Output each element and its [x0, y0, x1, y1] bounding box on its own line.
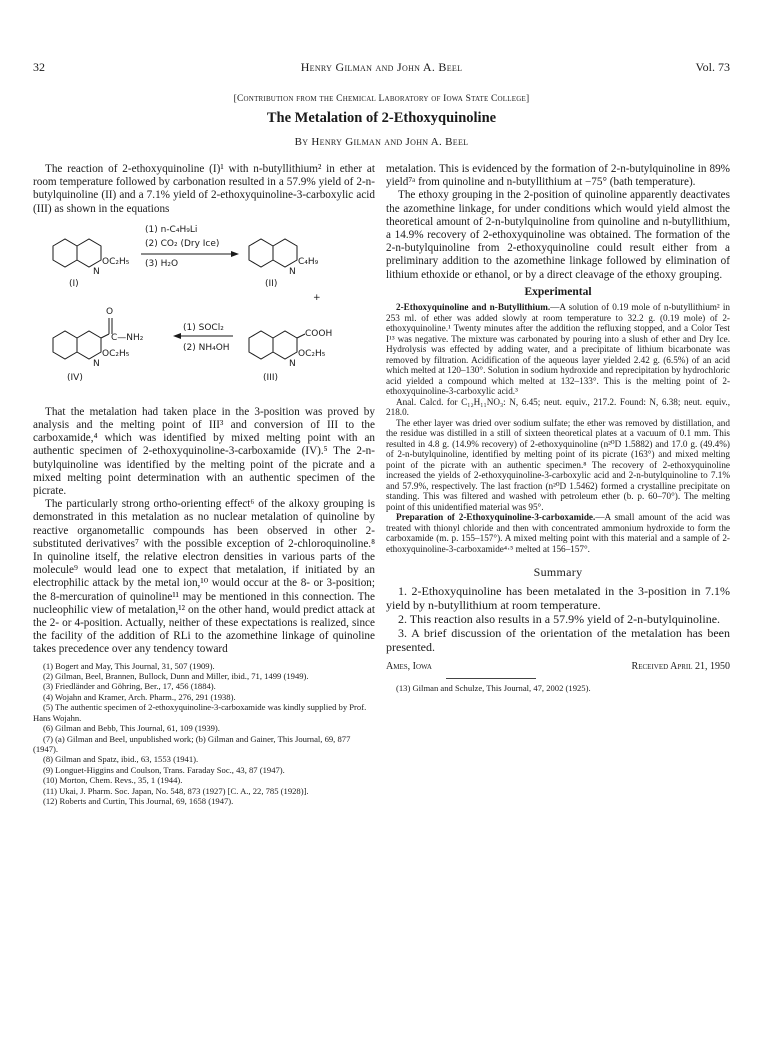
reagent-nh4oh: (2) NH₄OH: [183, 342, 230, 353]
reaction-scheme: [33, 218, 375, 400]
amide-group: C—NH₂: [111, 332, 144, 343]
intro-paragraph: The reaction of 2-ethoxyquinoline (I)¹ with n-butyllithium² in ether at room temperature followed by carbonation resulted in a 57.9% yield of 2-n-butylquinoline (II) and a 7.1% yield of 2-ethoxyquinoline-3-carboxylic acid (III) as shown in the equations: [33, 163, 375, 215]
experimental-text: —A solution of 0.19 mole of n-butyllithium² in 253 ml. of ether was added slowly at room temperature to 32.2 g. (0.19 mole) of 2-ethoxyquinoline.¹ Twenty minutes after the addition the refluxing stopped, and a Color Test I¹³ was negative. The mixture was carbonated by pouring into a slush of ether and Dry Ice. Hydrolysis was effected by adding water, and a precipitate of lithium bicarbonate was removed by filtration. Acidification of the aqueous layer yielded 2.42 g. (6.5%) of an acid which melted at 120–130°. Solution in sodium hydroxide and reprecipitation by hydrochloric acid yielded a compound which melted at 132–133°. This is the melting point of 2-ethoxyquinoline-3-carboxylic acid.³: [386, 302, 730, 397]
article-title: The Metalation of 2-Ethoxyquinoline: [266, 110, 497, 126]
summary-heading: Summary: [533, 565, 583, 580]
footnote: (7) (a) Gilman and Beel, unpublished work; (b) Gilman and Gainer, This Journal, 69, 877 (1947).: [33, 733, 351, 754]
footnote: (1) Bogert and May, This Journal, 31, 507 (1909).: [43, 660, 215, 671]
left-column: [33, 163, 375, 806]
reagent-step-3: (3) H₂O: [145, 258, 179, 269]
summary-item: 3. A brief discussion of the orientation of the metalation has been presented.: [386, 626, 730, 655]
subheading: 2-Ethoxyquinoline and n-Butyllithium.: [396, 302, 551, 313]
plus-sign: +: [313, 292, 321, 303]
ethoxy-group-III: OC₂H₅: [298, 348, 326, 359]
footnote: (6) Gilman and Bebb, This Journal, 61, 109 (1939).: [43, 723, 220, 734]
carboxyl-group: COOH: [305, 328, 333, 339]
experimental-paragraph: [386, 302, 730, 397]
page-number: 32: [33, 60, 45, 74]
footnotes: [33, 661, 375, 807]
footnotes: [386, 683, 730, 693]
nitrogen-I: N: [93, 266, 100, 277]
received-date: Received April 21, 1950: [631, 661, 730, 673]
footnote: (8) Gilman and Spatz, ibid., 63, 1553 (1941).: [43, 754, 199, 765]
body-paragraph: metalation. This is evidenced by the formation of 2-n-butylquinoline in 89% yield⁷ᵃ from quinoline and n-butyllithium at −75° (bath temperature).: [386, 163, 730, 189]
compound-label-IV: (IV): [67, 372, 83, 383]
experimental-paragraph: [386, 512, 730, 554]
volume-label: Vol. 73: [695, 60, 730, 74]
contribution-line: [Contribution from the Chemical Laboratory of Iowa State College]: [233, 94, 530, 104]
compound-label-II: (II): [265, 278, 278, 289]
experimental-heading: Experimental: [524, 285, 592, 298]
summary-item: 1. 2-Ethoxyquinoline has been metalated in the 3-position in 7.1% yield by n-butyllithium at room temperature.: [386, 584, 730, 613]
footnote: (10) Morton, Chem. Revs., 35, 1 (1944).: [43, 775, 183, 786]
reaction-scheme-drawing: [33, 218, 375, 400]
summary-item: 2. This reaction also results in a 57.9% yield of 2-n-butylquinoline.: [398, 612, 721, 627]
analysis-paragraph: Anal. Calcd. for C₁₂H₁₁NO₃: N, 6.45; neut. equiv., 217.2. Found: N, 6.38; neut. equiv., 218.0.: [386, 396, 730, 418]
footnote: (3) Friedländer and Göhring, Ber., 17, 456 (1884).: [43, 681, 216, 692]
signature-line: [386, 660, 730, 676]
footnote: (2) Gilman, Beel, Brannen, Bullock, Dunn and Miller, ibid., 71, 1499 (1949).: [43, 671, 309, 682]
experimental-paragraph: The ether layer was dried over sodium sulfate; the ether was removed by distillation, and the residue was distilled in a still of sixteen theoretical plates at a vacuum of 0.1 mm. This resulted in 4.8 g. (14.9% recovery) of 2-ethoxyquinoline (n²⁰D 1.5882) and 17.0 g. (49.4%) of 2-n-butylquinoline, identified by melting point of its picrate (163°) and mixed melting point of the picrate with an authentic specimen.⁸ The recovery of 2-ethoxyquinoline increased the yields of 2-ethoxyquinoline-3-carboxylic acid and 2-n-butylquinoline to 7.1% and 57.9%, respectively. The last fraction (n²⁰D 1.5462) formed a crystalline precipitate on standing. This was filtered and washed with petroleum ether (b. p. 60–70°). The melting point of this unidentified material was 95°.: [386, 417, 730, 512]
subheading: Preparation of 2-Ethoxyquinoline-3-carboxamide.: [396, 512, 596, 523]
footnote: (13) Gilman and Schulze, This Journal, 47, 2002 (1925).: [396, 683, 591, 694]
footnote: (5) The authentic specimen of 2-ethoxyquinoline-3-carboxamide was kindly supplied by Prof. Hans Wojahn.: [33, 702, 367, 723]
reverse-arrowhead: [173, 333, 181, 339]
reagent-step-1: (1) n-C₄H₉Li: [145, 224, 198, 235]
summary-list: [386, 584, 730, 654]
reagent-step-2: (2) CO₂ (Dry Ice): [145, 238, 220, 249]
running-title: Henry Gilman and John A. Beel: [300, 60, 463, 74]
compound-label-III: (III): [263, 372, 278, 383]
footnote: (9) Longuet-Higgins and Coulson, Trans. Faraday Soc., 43, 87 (1947).: [43, 764, 285, 775]
body-paragraph: That the metalation had taken place in the 3-position was proved by analysis and the melting point of III³ and conversion of III to the carboxamide,⁴ which was identified by mixed melting point with an authentic specimen of 2-ethoxyquinoline-3-carboxamide (IV).⁵ The 2-n-butylquinoline was identified by the melting point of the picrate and a mixed melting point determination with an authentic specimen of the picrate.: [33, 405, 375, 498]
butyl-group-II: C₄H₉: [298, 256, 319, 267]
carbonyl-oxygen: O: [106, 306, 114, 317]
nitrogen-II: N: [289, 266, 296, 277]
footnote: (12) Roberts and Curtin, This Journal, 69, 1658 (1947).: [43, 795, 234, 806]
reagent-socl2: (1) SOCl₂: [183, 322, 224, 333]
body-paragraph: The particularly strong ortho-orienting effect⁶ of the alkoxy grouping is demonstrated in this metalation as no nuclear metalation of quinoline by reactive organometallic compounds has been observed in other 2-substituted derivatives⁷ with the possible exception of 2-chloroquinoline.⁸ In quinoline itself, the relative electron densities in various parts of the molecule⁹ would lead one to expect that metalation, if initiated by an electrophilic attack by the metal ion,¹⁰ would occur at the 8- or 3-position; the 8-mercuration of quinoline¹¹ may be mentioned in this connection. The nucleophilic view of metalation,¹² on the other hand, would predict attack at the 2- or 4-position. Actually, neither of these expectations is realized, since the facility of the addition of RLi to the azomethine linkage of quinoline takes precedence over any tendency toward: [33, 498, 375, 656]
footnote: (4) Wojahn and Kramer, Arch. Pharm., 276, 291 (1938).: [43, 691, 236, 702]
body-paragraph: The ethoxy grouping in the 2-position of quinoline apparently deactivates the azomethine linkage, for under conditions which would yield almost the theoretical amount of 2-n-butylquinoline from quinoline and n-butyllithium, a 14.9% recovery of 2-ethoxyquinoline was obtained. The formation of the 2-n-butylquinoline from 2-ethoxyquinoline could result either from a preliminary addition to the azomethine linkage followed by elimination of lithium ethoxide or ethanol, or by a direct cleavage of the ethoxy grouping.: [386, 189, 730, 281]
footnote: (11) Ukai, J. Pharm. Soc. Japan, No. 548, 873 (1927) [C. A., 22, 785 (1928)].: [43, 785, 309, 796]
experimental-section: [386, 302, 730, 554]
nitrogen-IV: N: [93, 358, 100, 369]
compound-label-I: (I): [69, 278, 79, 289]
experimental-text: —A small amount of the acid was treated with thionyl chloride and then with concentrated ammonium hydroxide to form the carboxamide (m. p. 155–157°). A mixed melting point with this material and a sample of 2-ethoxyquinoline-3-carboxamide⁴·⁵ melted at 156–157°.: [386, 512, 730, 554]
byline: By Henry Gilman and John A. Beel: [294, 136, 469, 148]
footnote-rule: [446, 678, 536, 679]
ethoxy-group-I: OC₂H₅: [102, 256, 130, 267]
running-header: [33, 60, 730, 76]
right-column: [386, 163, 730, 694]
location: Ames, Iowa: [386, 661, 432, 673]
forward-arrowhead: [231, 251, 239, 257]
ethoxy-group-IV: OC₂H₅: [102, 348, 130, 359]
nitrogen-III: N: [289, 358, 296, 369]
